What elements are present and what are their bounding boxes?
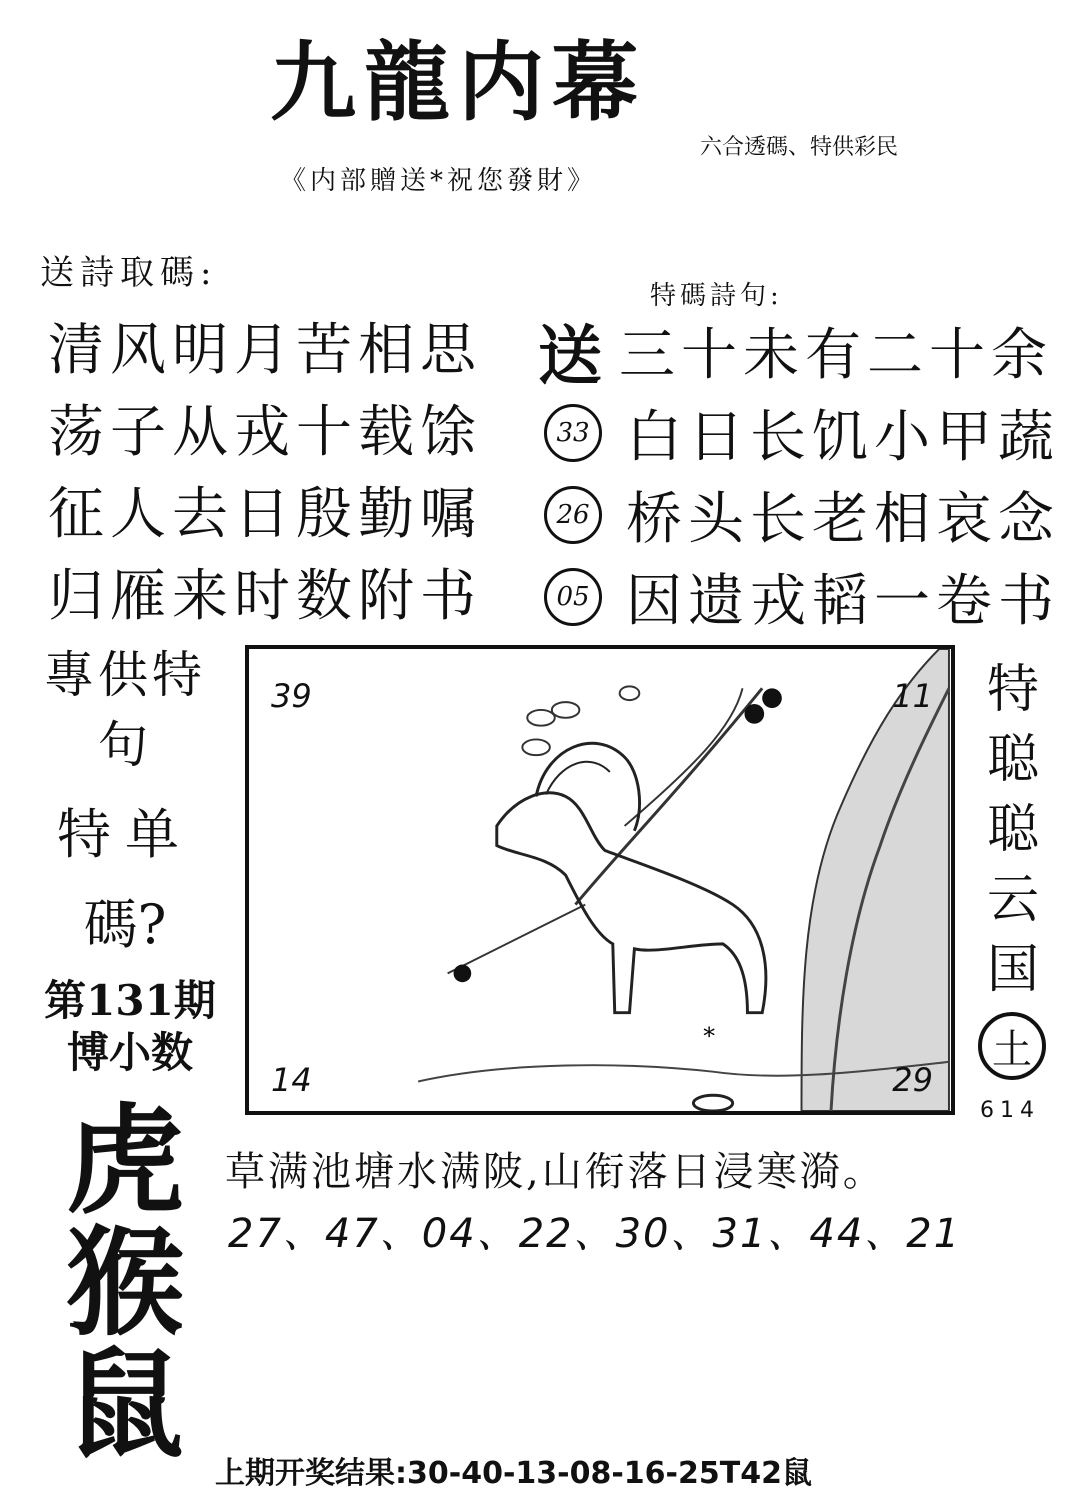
issue-subtitle: 博小数	[66, 1028, 193, 1077]
poem-right-line: 三十未有二十余	[619, 323, 1053, 388]
poem-right-line: 桥头长老相哀念	[626, 487, 1060, 552]
poem-left-line: 清风明月苦相思	[48, 318, 482, 383]
poem-left-line: 荡子从戎十载馀	[48, 400, 482, 465]
poem-right-row	[535, 310, 1055, 392]
subtitle-right: 六合透碼、特供彩民	[700, 135, 899, 160]
element-badge: 土	[978, 1012, 1046, 1080]
vertical-char: 特	[986, 660, 1039, 720]
special-phrase-label: 專供特句	[44, 646, 206, 774]
goat-under-tree-icon	[249, 649, 951, 1111]
last-result: 上期开奖结果:30-40-13-08-16-25T42鼠	[215, 1456, 812, 1491]
row-marker: 送	[538, 319, 602, 394]
special-single-label: 特单	[57, 803, 193, 866]
poem-left-column	[48, 310, 488, 638]
poem-right-row	[535, 556, 1060, 638]
vertical-char: 云	[986, 870, 1039, 930]
poem-left-line: 征人去日殷勤嘱	[48, 482, 482, 547]
corner-number-top-right: 11	[892, 677, 933, 715]
right-vertical-text	[978, 655, 1048, 1005]
small-number: 614	[980, 1098, 1040, 1123]
poem-right-row	[535, 474, 1060, 556]
goat-illustration	[245, 645, 955, 1115]
poem-right-column	[535, 310, 1060, 638]
zodiac-char: 鼠	[65, 1335, 184, 1474]
number-list: 27、47、04、22、30、31、44、21	[228, 1211, 962, 1257]
corner-number-top-left: 39	[271, 677, 312, 715]
verse-line: 草满池塘水满陂,山衔落日浸寒漪。	[225, 1149, 886, 1195]
poem-right-row	[535, 392, 1060, 474]
vertical-char: 聪	[986, 730, 1039, 790]
issue-info	[40, 975, 220, 1079]
corner-number-bottom-right: 29	[892, 1061, 933, 1099]
code-question-label: 碼?	[83, 893, 167, 956]
poem-section-label: 送詩取碼:	[40, 253, 218, 293]
zodiac-char: 猴	[65, 1213, 184, 1352]
svg-text:*: *	[703, 1022, 716, 1051]
circled-number: 33	[544, 404, 602, 462]
tagline: 《内部贈送*祝您發財》	[280, 166, 598, 196]
zodiac-list	[40, 1091, 210, 1474]
circled-number: 26	[544, 486, 602, 544]
circled-number: 05	[544, 568, 602, 626]
vertical-char: 国	[986, 940, 1039, 1000]
hint-label: 特碼詩句:	[650, 281, 783, 311]
poem-right-line: 白日长饥小甲蔬	[626, 405, 1060, 470]
page-title: 九龍内幕	[270, 32, 646, 133]
poem-right-line: 因遗戎韬一卷书	[626, 569, 1060, 634]
poem-left-line: 归雁来时数附书	[48, 564, 482, 629]
vertical-char: 聪	[986, 800, 1039, 860]
zodiac-char: 虎	[65, 1091, 184, 1230]
issue-number: 第131期	[44, 976, 216, 1025]
left-panel	[20, 640, 230, 970]
corner-number-bottom-left: 14	[271, 1061, 312, 1099]
